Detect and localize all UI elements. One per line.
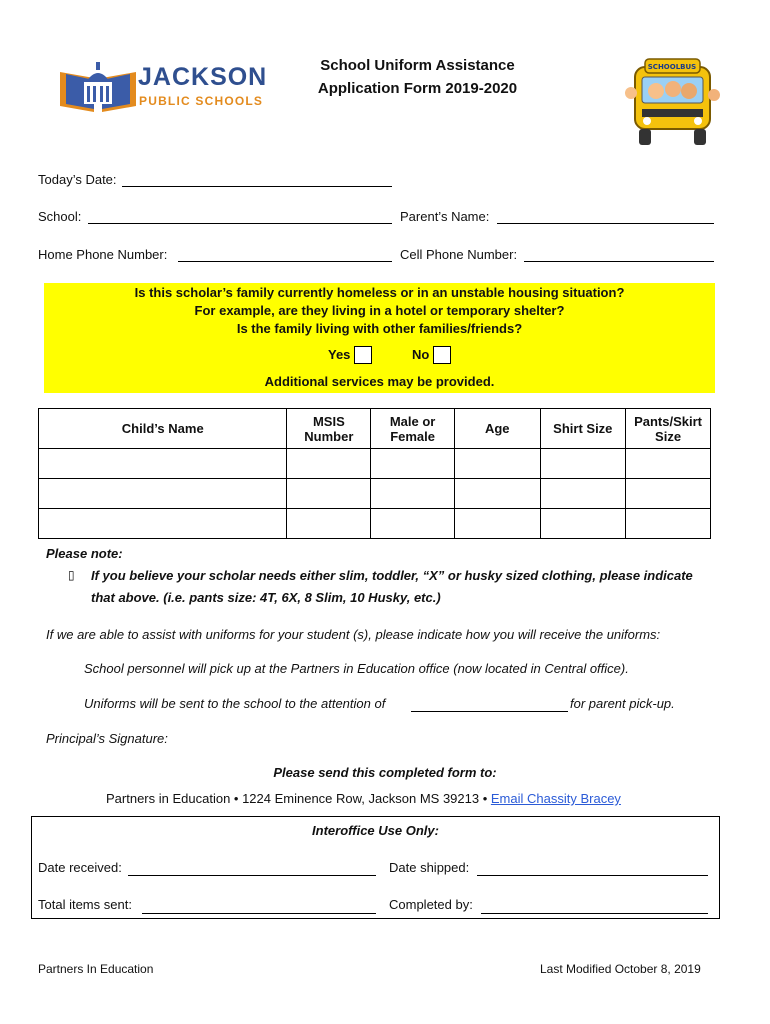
total-items-label: Total items sent: [38,897,132,912]
bullet-icon: ▯ [68,568,75,582]
home-phone-field[interactable] [178,261,392,262]
logo-name: JACKSON [138,63,268,91]
shirt-size-cell[interactable] [540,479,626,509]
shirt-size-header: Shirt Size [540,409,626,449]
delivery-question: If we are able to assist with uniforms for your student (s), please indicate how you will receive the uniforms: [46,627,661,642]
completed-by-label: Completed by: [389,897,473,912]
age-cell[interactable] [454,509,540,539]
yes-option [328,347,350,362]
principal-signature-label: Principal’s Signature: [46,731,168,746]
date-received-label: Date received: [38,860,122,875]
msis-header: MSIS Number [287,409,371,449]
housing-question-2: For example, are they living in a hotel or temporary shelter? [194,303,565,318]
date-shipped-field[interactable] [477,875,708,876]
completed-by-field[interactable] [481,913,708,914]
pickup-option[interactable]: School personnel will pick up at the Partners in Education office (now located in Central office). [84,661,629,676]
housing-question-3: Is the family living with other families/friends? [236,321,523,336]
age-cell[interactable] [454,479,540,509]
additional-services-note: Additional services may be provided. [264,374,495,389]
child-name-cell[interactable] [39,509,287,539]
form-title: School Uniform Assistance [320,57,515,74]
cell-phone-label: Cell Phone Number: [400,247,518,262]
table-header-row [39,409,711,449]
please-note-heading: Please note: [46,546,123,561]
table-row [39,449,711,479]
parent-name-field[interactable] [497,223,714,224]
children-table [38,408,711,539]
msis-cell[interactable] [287,449,371,479]
table-row [39,479,711,509]
msis-cell[interactable] [287,479,371,509]
msis-cell[interactable] [287,509,371,539]
age-header: Age [454,409,540,449]
shirt-size-cell[interactable] [540,509,626,539]
parent-name-label: Parent’s Name: [400,209,490,224]
attention-of-field[interactable] [411,711,568,712]
home-phone-label: Home Phone Number: [38,247,168,262]
shirt-size-cell[interactable] [540,449,626,479]
sizing-note-line1: If you believe your scholar needs either slim, toddler, “X” or husky sized clothing, please indicate [91,568,693,583]
housing-question-1: Is this scholar’s family currently homeless or in an unstable housing situation? [134,285,625,300]
gender-cell[interactable] [371,449,455,479]
email-link[interactable]: Email Chassity Bracey [490,791,621,806]
total-items-field[interactable] [142,913,376,914]
yes-label: Yes [328,347,351,362]
school-delivery-option-b: for parent pick-up. [570,696,675,711]
address-text: Partners in Education • 1224 Eminence Row, Jackson MS 39213 • [106,791,488,806]
mailing-address [106,791,621,806]
cell-phone-field[interactable] [524,261,714,262]
logo-subtitle: PUBLIC SCHOOLS [139,94,264,108]
gender-header: Male or Female [371,409,455,449]
school-field[interactable] [88,223,392,224]
school-bus-illustration [625,55,720,150]
yes-checkbox[interactable] [354,346,372,364]
child-name-cell[interactable] [39,449,287,479]
todays-date-field[interactable] [122,186,392,187]
school-label: School: [38,209,82,224]
no-option [412,347,429,362]
send-form-heading: Please send this completed form to: [273,765,497,780]
capitol-book-icon [58,60,138,120]
svg-text:SCHOOLBUS: SCHOOLBUS [647,63,697,71]
school-delivery-option-a[interactable]: Uniforms will be sent to the school to the attention of [84,696,386,711]
no-checkbox[interactable] [433,346,451,364]
gender-cell[interactable] [371,509,455,539]
table-row [39,509,711,539]
footer-organization: Partners In Education [38,962,154,976]
child-name-cell[interactable] [39,479,287,509]
date-shipped-label: Date shipped: [389,860,470,875]
pants-size-cell[interactable] [626,479,711,509]
form-subtitle: Application Form 2019-2020 [317,80,518,97]
date-received-field[interactable] [128,875,376,876]
child-name-header: Child’s Name [39,409,287,449]
gender-cell[interactable] [371,479,455,509]
pants-size-cell[interactable] [626,449,711,479]
todays-date-label: Today’s Date: [38,172,117,187]
pants-size-cell[interactable] [626,509,711,539]
no-label: No [412,347,430,362]
age-cell[interactable] [454,449,540,479]
interoffice-heading: Interoffice Use Only: [312,823,439,838]
pants-size-header: Pants/Skirt Size [626,409,711,449]
footer-last-modified: Last Modified October 8, 2019 [540,962,701,976]
sizing-note-line2: that above. (i.e. pants size: 4T, 6X, 8 Slim, 10 Husky, etc.) [91,590,441,605]
